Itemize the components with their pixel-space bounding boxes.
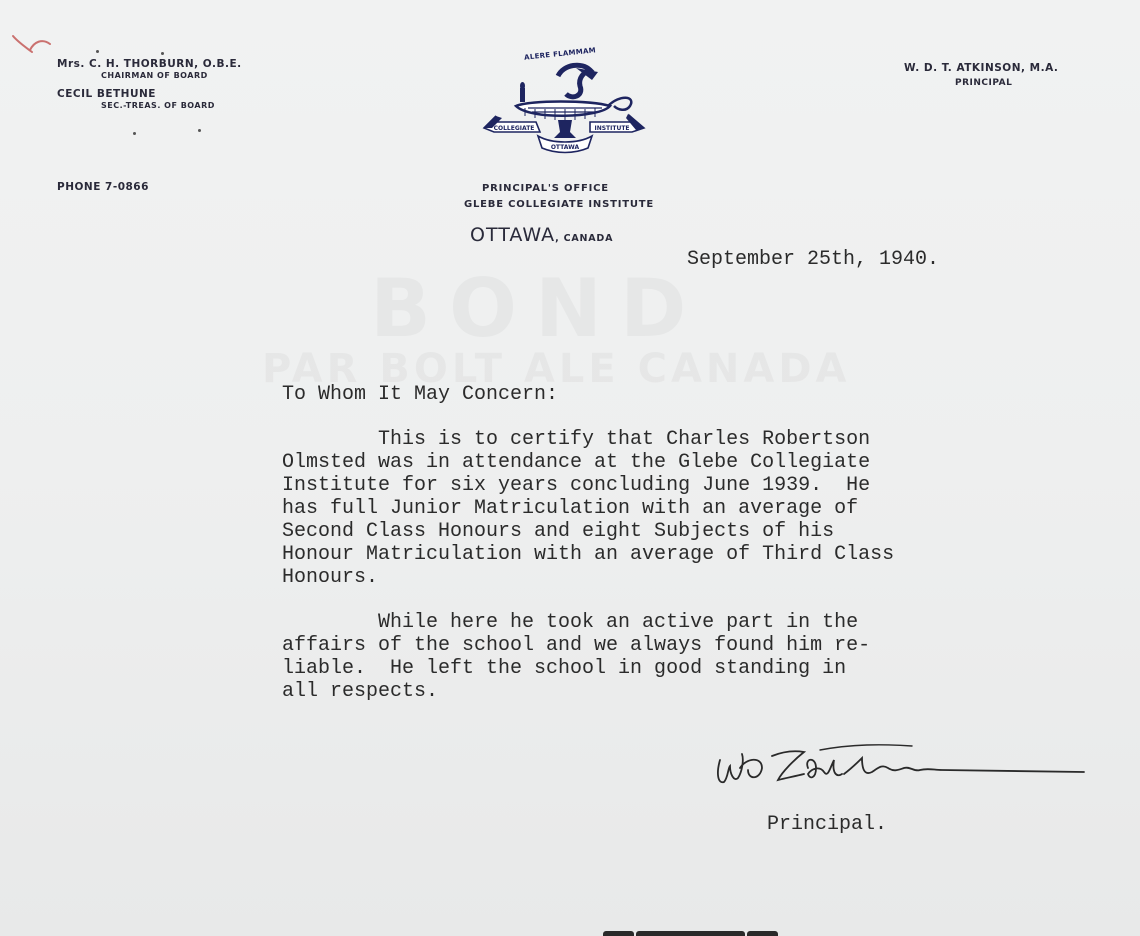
secretary-title: SEC.-TREAS. OF BOARD bbox=[101, 101, 215, 110]
paragraph-line: Second Class Honours and eight Subjects of his bbox=[282, 520, 835, 543]
country-name: , CANADA bbox=[555, 233, 614, 244]
principal-name: W. D. T. ATKINSON, M.A. bbox=[904, 62, 1059, 74]
city-name: OTTAWA bbox=[470, 224, 556, 246]
paper-watermark-line1 bbox=[370, 262, 704, 355]
svg-text:INSTITUTE: INSTITUTE bbox=[594, 125, 630, 132]
chairman-title: CHAIRMAN OF BOARD bbox=[101, 71, 208, 80]
paragraph-line: affairs of the school and we always found him re- bbox=[282, 634, 871, 657]
phone-number: PHONE 7-0866 bbox=[57, 181, 149, 193]
crest-motto: ALERE FLAMMAM bbox=[523, 46, 597, 62]
decorative-dot bbox=[133, 132, 136, 135]
bottom-edge-segment bbox=[603, 931, 634, 936]
decorative-dot bbox=[161, 52, 164, 55]
paragraph-line: Institute for six years concluding June 1939. He bbox=[282, 474, 871, 497]
paragraph-line: liable. He left the school in good standing in bbox=[282, 657, 847, 680]
paragraph-line: all respects. bbox=[282, 680, 439, 703]
paragraph-line: This is to certify that Charles Robertson bbox=[282, 428, 871, 451]
decorative-dot bbox=[96, 50, 99, 53]
paragraph-line: While here he took an active part in the bbox=[282, 611, 859, 634]
school-crest bbox=[480, 46, 650, 156]
city-line bbox=[470, 224, 613, 246]
bottom-edge-segment bbox=[636, 931, 745, 936]
principal-title: PRINCIPAL bbox=[955, 78, 1013, 88]
bottom-edge-segment bbox=[747, 931, 778, 936]
paragraph-line: Olmsted was in attendance at the Glebe Collegiate bbox=[282, 451, 871, 474]
chairman-name: Mrs. C. H. THORBURN, O.B.E. bbox=[57, 58, 242, 70]
oil-lamp-crest-icon bbox=[480, 46, 650, 156]
salutation: To Whom It May Concern: bbox=[282, 383, 559, 406]
paragraph-line: has full Junior Matriculation with an average of bbox=[282, 497, 859, 520]
svg-text:COLLEGIATE: COLLEGIATE bbox=[493, 125, 535, 132]
office-line-2: GLEBE COLLEGIATE INSTITUTE bbox=[464, 199, 655, 210]
decorative-dot bbox=[198, 129, 201, 132]
handwritten-signature-icon bbox=[712, 738, 1092, 794]
bottom-edge-bar bbox=[603, 931, 778, 936]
paragraph-line: Honour Matriculation with an average of Third Class bbox=[282, 543, 895, 566]
paragraph-line: Honours. bbox=[282, 566, 379, 589]
closing-title: Principal. bbox=[767, 813, 888, 836]
office-line-1: PRINCIPAL'S OFFICE bbox=[482, 183, 609, 194]
red-pencil-mark-icon bbox=[10, 32, 54, 62]
svg-text:OTTAWA: OTTAWA bbox=[550, 144, 580, 151]
letter-date: September 25th, 1940. bbox=[687, 248, 940, 271]
secretary-name: CECIL BETHUNE bbox=[57, 88, 156, 100]
